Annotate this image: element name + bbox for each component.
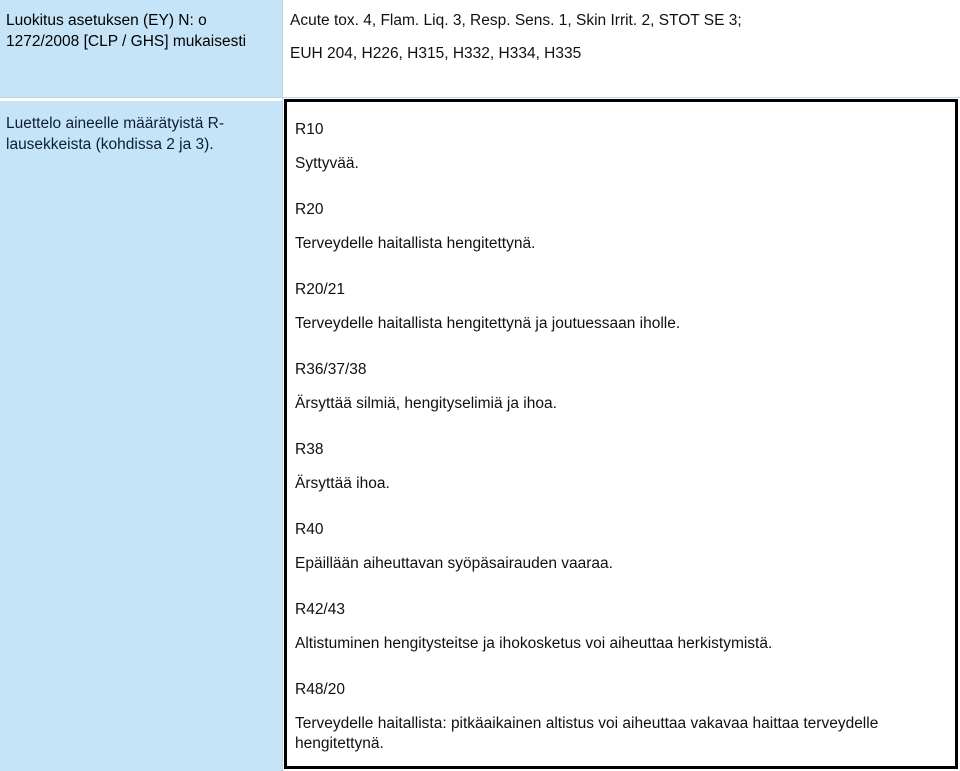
classification-value-cell — [286, 0, 956, 97]
r-phrase-text: Terveydelle haitallista hengitettynä. — [295, 235, 536, 252]
r-phrase-item — [295, 680, 955, 754]
r-phrases-list — [284, 99, 958, 769]
classification-label-cell — [0, 0, 282, 97]
r-phrase-item — [295, 120, 955, 174]
r-phrases-label-cell — [0, 101, 282, 771]
column-divider — [282, 0, 283, 771]
r-phrase-code: R20 — [295, 201, 324, 218]
r-phrase-code: R20/21 — [295, 281, 345, 298]
classification-line-1: Acute tox. 4, Flam. Liq. 3, Resp. Sens. 1, Skin Irrit. 2, STOT SE 3; — [290, 12, 742, 29]
classification-label: Luokitus asetuksen (EY) N: o 1272/2008 [CLP / GHS] mukaisesti — [6, 12, 247, 50]
r-phrase-text: Ärsyttää ihoa. — [295, 475, 390, 492]
r-phrase-text: Altistuminen hengitysteitse ja ihokosketus voi aiheuttaa herkistymistä. — [295, 635, 773, 652]
r-phrase-text: Terveydelle haitallista hengitettynä ja joutuessaan iholle. — [295, 315, 681, 332]
r-phrases-label: Luettelo aineelle määrätyistä R-lausekkeista (kohdissa 2 ja 3). — [6, 115, 224, 153]
r-phrase-item — [295, 520, 955, 574]
r-phrase-code: R42/43 — [295, 601, 345, 618]
r-phrase-code: R40 — [295, 521, 324, 538]
r-phrase-item — [295, 280, 955, 334]
r-phrase-text: Terveydelle haitallista: pitkäaikainen altistus voi aiheuttaa vakavaa haittaa terveydelle hengitettynä. — [295, 715, 879, 752]
r-phrase-code: R36/37/38 — [295, 361, 367, 378]
r-phrase-item — [295, 200, 955, 254]
r-phrase-code: R48/20 — [295, 681, 345, 698]
r-phrase-text: Epäillään aiheuttavan syöpäsairauden vaaraa. — [295, 555, 613, 572]
r-phrase-text: Syttyvää. — [295, 155, 359, 172]
r-phrase-item — [295, 440, 955, 494]
r-phrase-item — [295, 360, 955, 414]
r-phrase-code: R10 — [295, 121, 324, 138]
classification-line-2: EUH 204, H226, H315, H332, H334, H335 — [290, 45, 582, 62]
row-divider — [0, 97, 960, 98]
r-phrase-text: Ärsyttää silmiä, hengityselimiä ja ihoa. — [295, 395, 557, 412]
r-phrase-item — [295, 600, 955, 654]
r-phrase-code: R38 — [295, 441, 324, 458]
